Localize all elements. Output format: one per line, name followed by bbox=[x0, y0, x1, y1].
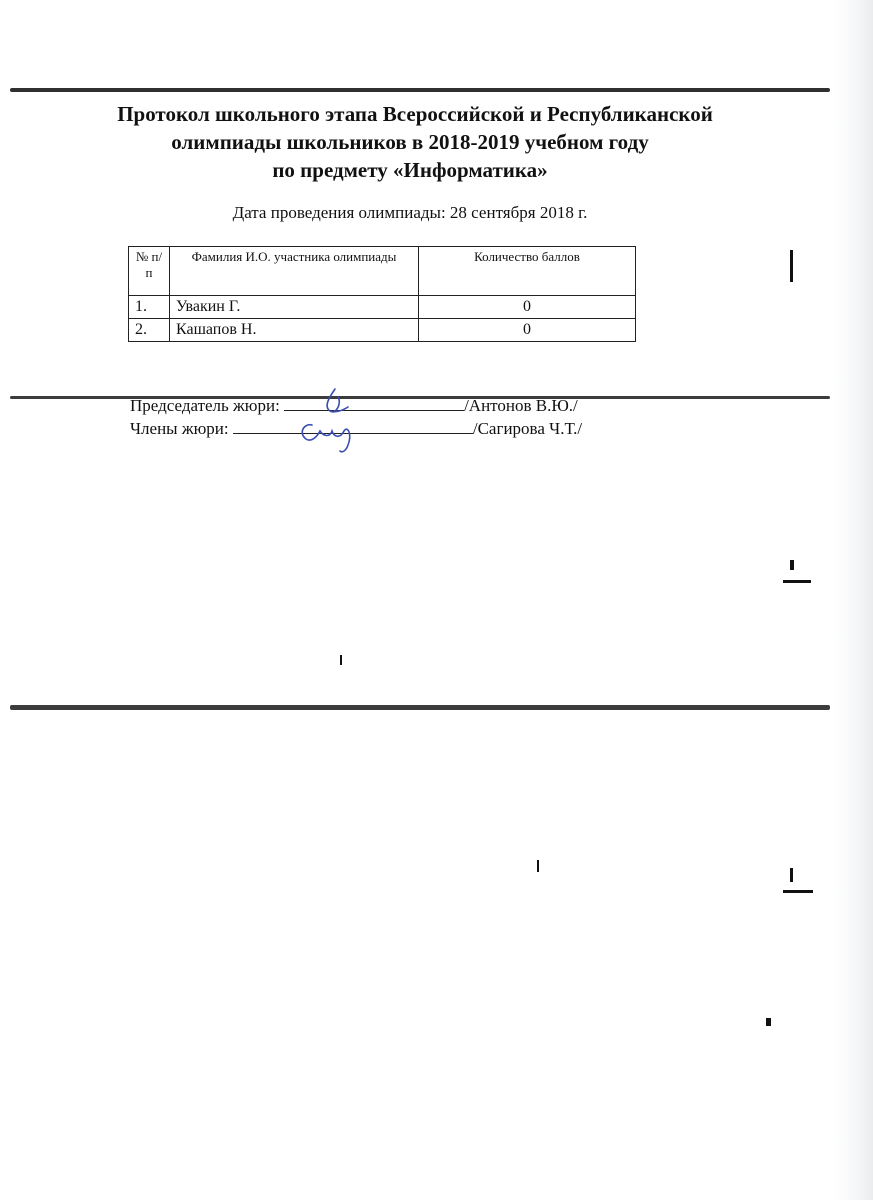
table-row bbox=[129, 319, 636, 342]
scan-edge-shadow bbox=[833, 0, 873, 1200]
jury-members-label: Члены жюри: bbox=[130, 419, 229, 438]
scan-speck bbox=[537, 860, 539, 872]
olympiad-date: Дата проведения олимпиады: 28 сентября 2018 г. bbox=[232, 203, 588, 222]
handwritten-signature bbox=[290, 385, 380, 455]
scan-speck bbox=[766, 1018, 771, 1026]
participant-name: Увакин Г. bbox=[170, 296, 419, 319]
jury-chair-name: /Антонов В.Ю./ bbox=[464, 396, 578, 415]
row-number: 1. bbox=[129, 296, 170, 319]
jury-chair-label: Председатель жюри: bbox=[130, 396, 280, 415]
scan-speck bbox=[790, 560, 794, 570]
document-title-line-1: Протокол школьного этапа Всероссийской и Республиканской bbox=[117, 102, 713, 126]
scan-speck bbox=[340, 655, 342, 665]
scan-speck bbox=[790, 250, 793, 282]
participant-score: 0 bbox=[419, 319, 636, 342]
header-score: Количество баллов bbox=[419, 247, 636, 296]
results-table bbox=[128, 246, 636, 342]
header-participant-name: Фамилия И.О. участника олимпиады bbox=[170, 247, 419, 296]
table-row bbox=[129, 296, 636, 319]
fold-line bbox=[10, 88, 830, 92]
table-header-row bbox=[129, 247, 636, 296]
jury-members-name: /Сагирова Ч.Т./ bbox=[472, 419, 583, 438]
participant-name: Кашапов Н. bbox=[170, 319, 419, 342]
header-number: № п/п bbox=[129, 247, 170, 296]
scan-speck bbox=[790, 868, 793, 882]
scan-speck bbox=[783, 890, 813, 893]
row-number: 2. bbox=[129, 319, 170, 342]
participant-score: 0 bbox=[419, 296, 636, 319]
fold-line bbox=[10, 705, 830, 710]
document-title-line-2: олимпиады школьников в 2018-2019 учебном году bbox=[171, 130, 649, 154]
document-title-line-3: по предмету «Информатика» bbox=[272, 158, 548, 182]
scan-speck bbox=[783, 580, 811, 583]
